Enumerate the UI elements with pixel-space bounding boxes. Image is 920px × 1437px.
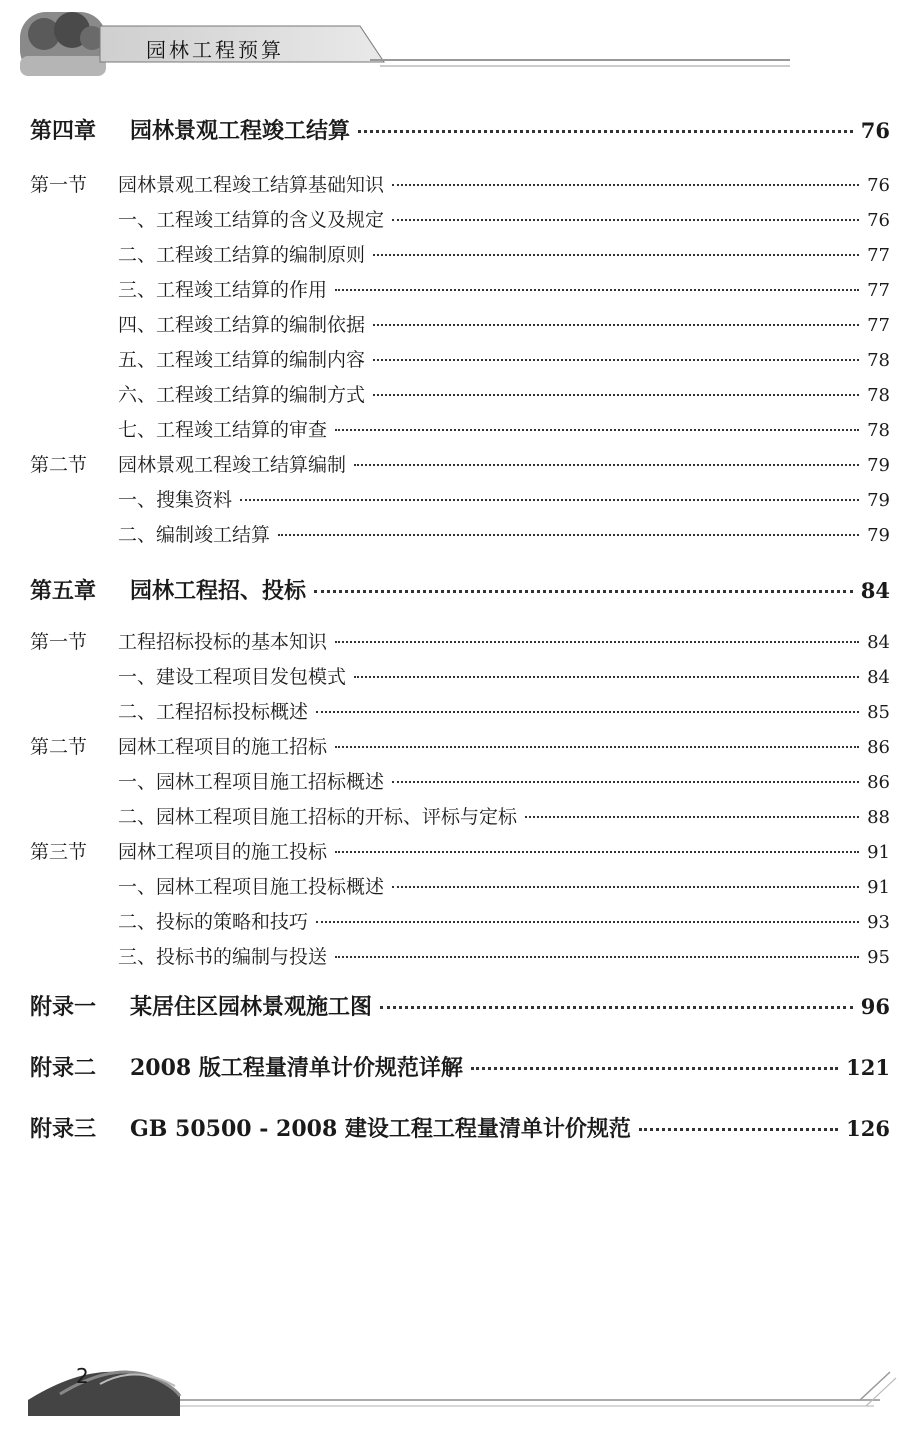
toc-chapter [30,574,890,605]
toc-title: 七、工程竣工结算的审查 [118,419,328,441]
dot-leader [314,590,853,593]
page-header [0,0,920,90]
header-title: 园林工程预算 [146,38,284,62]
toc-page-number: 91 [867,842,890,863]
toc-page-number: 85 [867,702,890,723]
page-number: 2 [76,1364,89,1388]
toc-page-number: 78 [867,420,890,441]
toc-title: 园林景观工程竣工结算基础知识 [118,174,385,196]
dot-leader [392,886,859,888]
toc-item [30,872,890,899]
toc-page-number: 93 [867,912,890,933]
toc-page-number: 77 [867,315,890,336]
dot-leader [316,921,859,923]
toc-title: 一、建设工程项目发包模式 [118,666,347,688]
toc-page-number: 84 [867,667,890,688]
toc-page-number: 77 [867,245,890,266]
toc-title: 二、工程竣工结算的编制原则 [118,244,366,266]
toc-page-number: 126 [846,1116,890,1141]
toc-chapter [30,1051,890,1082]
dot-leader [380,1006,853,1009]
dot-leader [373,324,859,326]
toc-section [30,450,890,477]
toc-title: 三、投标书的编制与投送 [118,946,328,968]
dot-leader [392,184,859,186]
toc-label: 第二节 [30,736,88,758]
dot-leader [354,464,859,466]
dot-leader [335,956,859,958]
toc-title: 园林工程项目的施工投标 [118,841,328,863]
footer-decoration [0,1350,920,1437]
dot-leader [471,1067,838,1070]
toc-chapter [30,990,890,1021]
dot-leader [354,676,859,678]
toc-item [30,942,890,969]
toc-page-number: 86 [867,737,890,758]
toc-label: 附录三 [30,1116,97,1142]
toc-title: 二、编制竣工结算 [118,524,271,546]
toc-title: 园林工程招、投标 [130,578,307,604]
toc-page-number: 76 [867,210,890,231]
toc-label: 第五章 [30,578,97,604]
toc-label: 第三节 [30,841,88,863]
dot-leader [278,534,859,536]
toc-item [30,205,890,232]
page-footer [0,1350,920,1437]
dot-leader [373,394,859,396]
toc-page-number: 79 [867,490,890,511]
toc-title: 园林工程项目的施工招标 [118,736,328,758]
toc-item [30,240,890,267]
toc-title: 园林景观工程竣工结算 [130,118,351,144]
toc-item [30,662,890,689]
toc-item [30,485,890,512]
toc-page-number: 84 [860,578,890,603]
toc-label: 第四章 [30,118,97,144]
toc-item [30,767,890,794]
dot-leader [392,219,859,221]
toc-title: 工程招标投标的基本知识 [118,631,328,653]
toc-page-number: 121 [846,1055,890,1080]
dot-leader [335,429,859,431]
toc-title: 二、工程招标投标概述 [118,701,309,723]
toc-page-number: 96 [860,994,890,1019]
dot-leader [525,816,859,818]
toc-label: 附录一 [30,994,97,1020]
toc-title: 一、园林工程项目施工投标概述 [118,876,385,898]
dot-leader [373,359,859,361]
dot-leader [335,641,859,643]
toc-title: 一、园林工程项目施工招标概述 [118,771,385,793]
toc-page-number: 84 [867,632,890,653]
dot-leader [373,254,859,256]
toc-item [30,697,890,724]
toc-title: 一、工程竣工结算的含义及规定 [118,209,385,231]
toc-label: 第二节 [30,454,88,476]
dot-leader [358,130,853,133]
toc-label: 附录二 [30,1055,97,1081]
toc-item [30,310,890,337]
toc-section [30,837,890,864]
toc-title: 四、工程竣工结算的编制依据 [118,314,366,336]
dot-leader [335,851,859,853]
toc-title: 二、投标的策略和技巧 [118,911,309,933]
toc-page-number: 79 [867,525,890,546]
toc-title: 五、工程竣工结算的编制内容 [118,349,366,371]
toc-section [30,170,890,197]
toc-item [30,380,890,407]
toc-title: GB 50500 - 2008 建设工程工程量清单计价规范 [130,1116,631,1142]
toc-item [30,275,890,302]
toc-page-number: 76 [860,118,890,143]
toc-title: 六、工程竣工结算的编制方式 [118,384,366,406]
toc-title: 三、工程竣工结算的作用 [118,279,328,301]
toc-title: 某居住区园林景观施工图 [130,994,373,1020]
toc-item [30,520,890,547]
toc-title: 2008 版工程量清单计价规范详解 [130,1055,463,1081]
toc-page-number: 88 [867,807,890,828]
toc-item [30,802,890,829]
toc-page-number: 78 [867,350,890,371]
toc-page-number: 77 [867,280,890,301]
toc-page-number: 79 [867,455,890,476]
header-decoration [0,0,920,90]
toc-title: 二、园林工程项目施工招标的开标、评标与定标 [118,806,518,828]
toc-title: 园林景观工程竣工结算编制 [118,454,347,476]
toc-item [30,345,890,372]
toc-page-number: 78 [867,385,890,406]
toc-chapter [30,114,890,145]
dot-leader [392,781,859,783]
toc-section [30,627,890,654]
dot-leader [240,499,859,501]
toc-chapter [30,1112,890,1143]
toc-title: 一、搜集资料 [118,489,233,511]
toc-page-number: 91 [867,877,890,898]
toc-section [30,732,890,759]
dot-leader [639,1128,838,1131]
toc-item [30,907,890,934]
toc-page-number: 86 [867,772,890,793]
toc-page-number: 95 [867,947,890,968]
toc-page-number: 76 [867,175,890,196]
dot-leader [316,711,859,713]
toc-label: 第一节 [30,631,88,653]
toc-label: 第一节 [30,174,88,196]
dot-leader [335,746,859,748]
dot-leader [335,289,859,291]
toc-item [30,415,890,442]
